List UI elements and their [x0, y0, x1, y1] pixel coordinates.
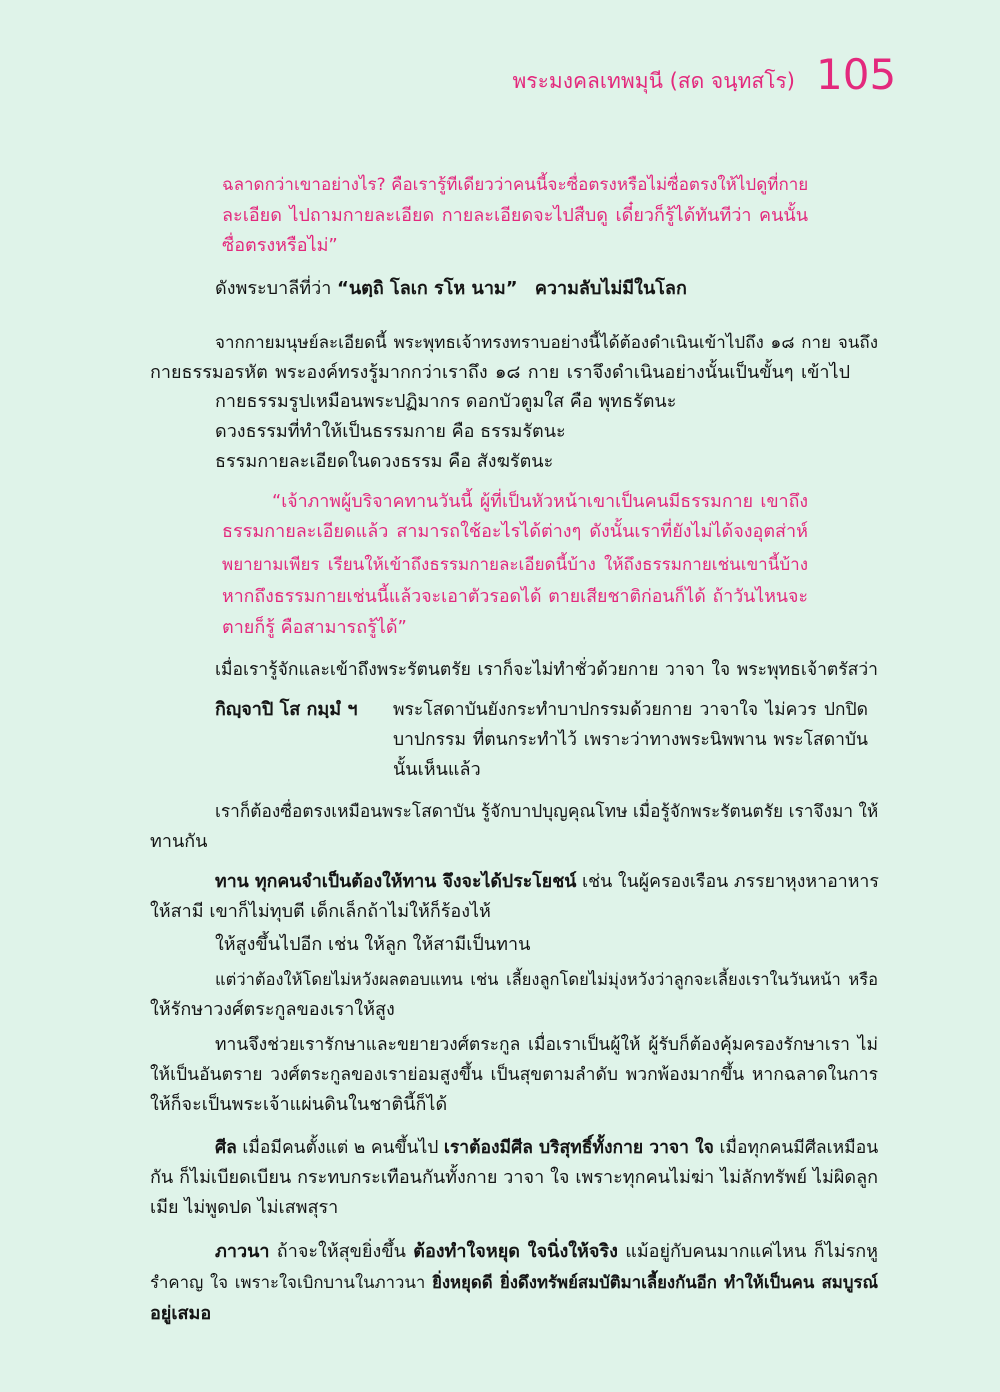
- dana-line: [215, 867, 878, 897]
- quote-line: ฉลาดกว่าเขาอย่างไร? คือเรารู้ทีเดียวว่าคนนี้จะซื่อตรงหรือไม่ซื่อตรงให้ไปดูที่กาย: [222, 175, 809, 195]
- jewel-line: กายธรรมรูปเหมือนพระปฏิมากร ดอกบัวตูมใส คือ พุทธรัตนะ: [215, 391, 677, 412]
- body-line: ทานจึงช่วยเรารักษาและขยายวงศ์ตระกูล เมื่อเราเป็นผู้ให้ ผู้รับก็ต้องคุ้มครองรักษาเรา ไม่: [215, 1035, 878, 1055]
- body-line: ให้สูงขึ้นไปอีก เช่น ให้ลูก ให้สามีเป็นทาน: [215, 934, 531, 955]
- sila-emphasis: เราต้องมีศีล บริสุทธิ์ทั้งกาย วาจา ใจ: [443, 1138, 714, 1158]
- body-line: ให้ก็จะเป็นพระเจ้าแผ่นดินในชาตินี้ก็ได้: [150, 1094, 448, 1115]
- quote-line: ละเอียด ไปถามกายละเอียด กายละเอียดจะไปสืบดู เดี๋ยวก็รู้ได้ทันทีว่า คนนั้น: [222, 205, 808, 226]
- bhavana-text: รำคาญ ใจ เพราะใจเบิกบานในภาวนา: [150, 1272, 433, 1292]
- sila-line: [215, 1133, 878, 1163]
- sila-heading: ศีล: [215, 1138, 237, 1158]
- bhavana-line: อยู่เสมอ: [150, 1303, 212, 1324]
- page-number: 105: [816, 50, 897, 99]
- bhavana-emphasis: ต้องทำใจหยุด ใจนิ่งให้จริง: [413, 1241, 618, 1262]
- body-line: ทานกัน: [150, 831, 208, 852]
- jewel-line: ธรรมกายละเอียดในดวงธรรม คือ สังฆรัตนะ: [215, 451, 554, 472]
- quote-line: ธรรมกายละเอียดแล้ว สามารถใช้อะไรได้ต่างๆ ดังนั้นเราที่ยังไม่ได้จงอุตส่าห์: [222, 521, 808, 542]
- dana-line: ให้สามี เขาก็ไม่ทุบตี เด็กเล็กถ้าไม่ให้ก็ร้องไห้: [150, 901, 491, 922]
- bhavana-heading: ภาวนา: [215, 1241, 270, 1262]
- body-line: เมื่อเรารู้จักและเข้าถึงพระรัตนตรัย เราก็จะไม่ทำชั่วด้วยกาย วาจา ใจ พระพุทธเจ้าตรัสว่า: [215, 660, 878, 680]
- sila-text: เมื่อมีคนตั้งแต่ ๒ คนขึ้นไป: [236, 1138, 444, 1158]
- bhavana-text: ถ้าจะให้สุขยิ่งขึ้น: [269, 1241, 414, 1262]
- verse-line: บาปกรรม ที่ตนกระทำไว้ เพราะว่าทางพระนิพพาน พระโสดาบัน: [393, 730, 868, 750]
- saying-intro: ดังพระบาลีที่ว่า: [215, 278, 338, 299]
- verse-line: นั้นเห็นแล้ว: [393, 759, 481, 780]
- body-line: กายธรรมอรหัต พระองค์ทรงรู้มากกว่าเราถึง ๑๘ กาย เราจึงดำเนินอย่างนั้นเป็นขั้นๆ เข้าไป: [150, 362, 850, 383]
- quote-line: ซื่อตรงหรือไม่”: [222, 235, 338, 256]
- sila-text: เมื่อทุกคนมีศีลเหมือน: [713, 1138, 879, 1158]
- bhavana-line: [150, 1267, 878, 1297]
- pali-saying-line: [215, 274, 878, 304]
- bhavana-emphasis: ยิ่งหยุดดี ยิ่งดึงทรัพย์สมบัติมาเลี้ยงกันอีก ทำให้เป็นคน สมบูรณ์: [432, 1272, 878, 1292]
- quote-line: ตายก็รู้ คือสามารถรู้ได้”: [222, 617, 407, 638]
- sila-line: เมีย ไม่พูดปด ไม่เสพสุรา: [150, 1197, 339, 1218]
- dana-heading: ทาน ทุกคนจำเป็นต้องให้ทาน จึงจะได้ประโยชน์: [215, 872, 577, 892]
- dana-text: เช่น ในผู้ครองเรือน ภรรยาหุงหาอาหาร: [576, 872, 879, 892]
- body-line: แต่ว่าต้องให้โดยไม่หวังผลตอบแทน เช่น เลี้ยงลูกโดยไม่มุ่งหวังว่าลูกจะเลี้ยงเราในวันหน้า หรือ: [215, 970, 878, 989]
- body-line: ให้เป็นอันตราย วงศ์ตระกูลของเราย่อมสูงขึ้น เป็นสุขตามลำดับ พวกพ้องมากขึ้น หากฉลาดในการ: [150, 1065, 878, 1085]
- quote-line: “เจ้าภาพผู้บริจาคทานวันนี้ ผู้ที่เป็นหัวหน้าเขาเป็นคนมีธรรมกาย เขาถึง: [272, 492, 808, 512]
- quote-line: หากถึงธรรมกายเช่นนี้แล้วจะเอาตัวรอดได้ ตายเสียชาติก่อนก็ได้ ถ้าวันไหนจะ: [222, 587, 808, 607]
- body-line: ให้รักษาวงศ์ตระกูลของเราให้สูง: [150, 999, 395, 1020]
- running-title: พระมงคลเทพมุนี (สด จนฺทสโร): [512, 69, 795, 93]
- bhavana-text: แม้อยู่กับคนมากแค่ไหน ก็ไม่รกหู: [617, 1241, 879, 1262]
- quote-line: พยายามเพียร เรียนให้เข้าถึงธรรมกายละเอียดนี้บ้าง ให้ถึงธรรมกายเช่นเขานี้บ้าง: [222, 555, 808, 575]
- body-line: เราก็ต้องซื่อตรงเหมือนพระโสดาบัน รู้จักบาปบุญคุณโทษ เมื่อรู้จักพระรัตนตรัย เราจึงมา ให้: [215, 802, 879, 822]
- bhavana-line: [215, 1237, 878, 1267]
- body-line: จากกายมนุษย์ละเอียดนี้ พระพุทธเจ้าทรงทราบอย่างนี้ได้ต้องดำเนินเข้าไปถึง ๑๘ กาย จนถึง: [215, 333, 878, 353]
- verse-pali: กิญฺจาปิ โส กมฺมํ ฯ: [215, 699, 358, 720]
- verse-line: พระโสดาบันยังกระทำบาปกรรมด้วยกาย วาจาใจ ไม่ควร ปกปิด: [393, 700, 868, 720]
- saying-pali: “นตฺถิ โลเก รโห นาม”: [337, 278, 518, 299]
- saying-meaning: ความลับไม่มีในโลก: [534, 278, 687, 299]
- jewel-line: ดวงธรรมที่ทำให้เป็นธรรมกาย คือ ธรรมรัตนะ: [215, 421, 566, 442]
- sila-line: กัน ก็ไม่เบียดเบียน กระทบกระเทือนกันทั้งกาย วาจา ใจ เพราะทุกคนไม่ฆ่า ไม่ลักทรัพย์ ไม่ผิดลูก: [150, 1167, 878, 1188]
